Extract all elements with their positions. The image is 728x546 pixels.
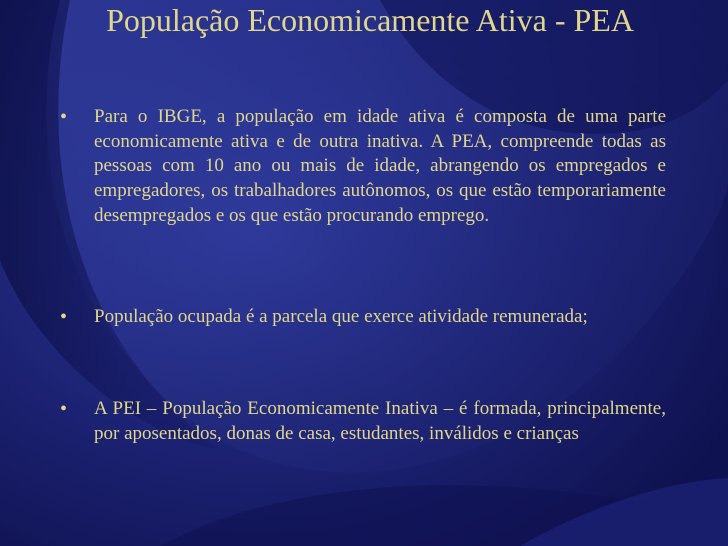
- bullet-icon: •: [60, 398, 68, 420]
- bullet-item-pei: [60, 397, 666, 446]
- bullet-item-ibge: [60, 105, 666, 229]
- bullet-text: Para o IBGE, a população em idade ativa é composta de uma parte economicamente ativa e de outra inativa. A PEA, compreende todas as pessoas com 10 ano ou mais de idade, abrangendo os empregados e empregadores, os trabalhadores autônomos, os que estão temporariamente desempregados e os que estão procurando emprego.: [94, 106, 666, 226]
- bullet-text: A PEI – População Economicamente Inativa – é formada, principalmente, por aposentados, donas de casa, estudantes, inválidos e crianças: [94, 398, 666, 444]
- slide-title: População Economicamente Ativa - PEA: [106, 2, 634, 38]
- bullet-text: População ocupada é a parcela que exerce atividade remunerada;: [94, 306, 588, 327]
- bullet-icon: •: [60, 306, 68, 328]
- bullet-item-populacao-ocupada: [60, 305, 666, 330]
- bullet-icon: •: [60, 106, 68, 128]
